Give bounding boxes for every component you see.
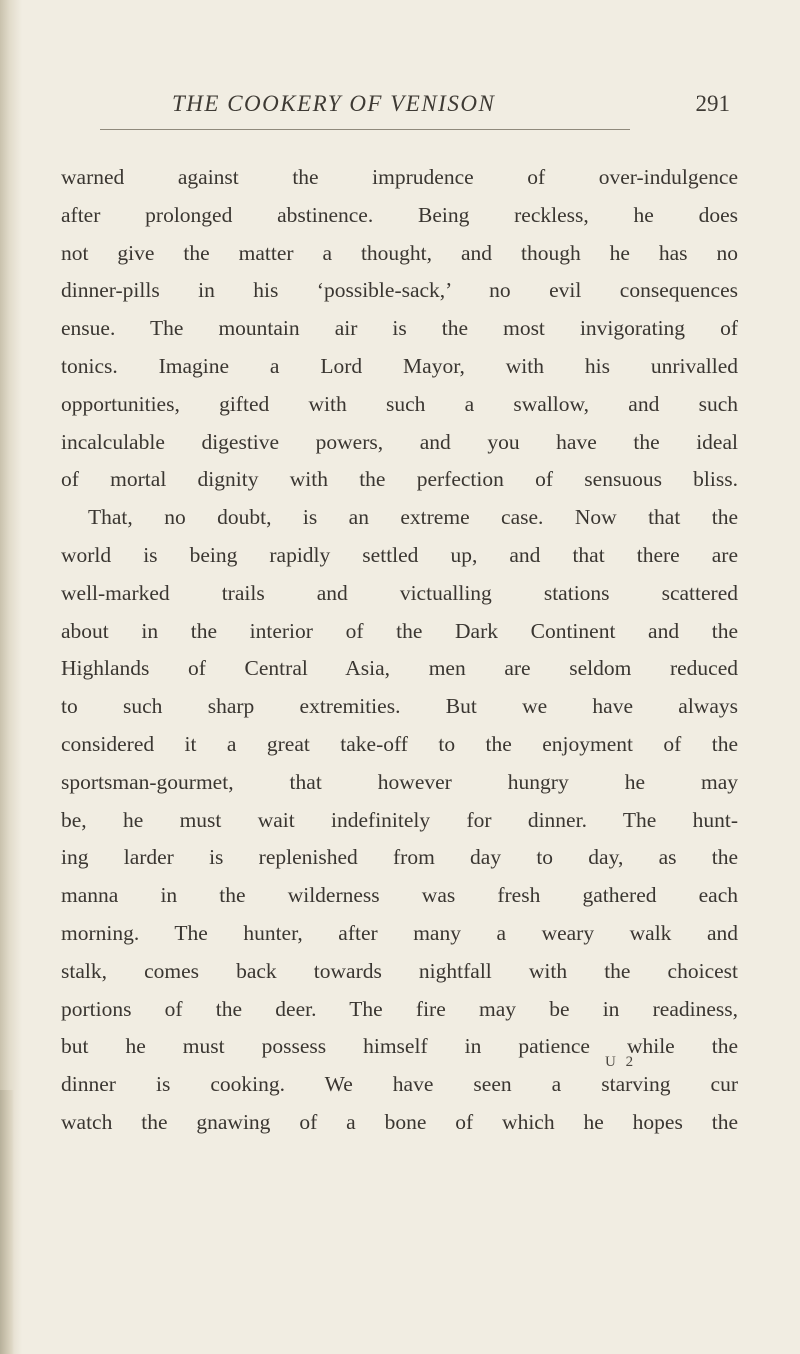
signature-mark: U 2 (605, 1054, 637, 1070)
text-line: be, he must wait indefinitely for dinner. The hunt- (61, 807, 738, 832)
text-line: of mortal dignity with the perfection of sensuous bliss. (61, 467, 738, 492)
running-head: THE COOKERY OF VENISON (172, 91, 496, 116)
text-line: watch the gnawing of a bone of which he hopes the (61, 1109, 738, 1134)
text-line: after prolonged abstinence. Being reckless, he does (61, 202, 738, 227)
text-line: not give the matter a thought, and though he has no (61, 240, 738, 265)
text-line: ing larder is replenished from day to day, as the (61, 845, 738, 870)
text-line: incalculable digestive powers, and you have the ideal (61, 429, 738, 454)
text-line: considered it a great take-off to the enjoyment of the (61, 731, 738, 756)
text-line: but he must possess himself in patience while the (61, 1034, 738, 1059)
page-number: 291 (695, 91, 730, 116)
binding-shadow (0, 1090, 14, 1354)
text-line: about in the interior of the Dark Continent and the (61, 618, 738, 643)
text-line: to such sharp extremities. But we have always (61, 694, 738, 719)
text-line: dinner-pills in his ‘possible-sack,’ no evil consequences (61, 278, 738, 303)
page-header (100, 91, 730, 121)
text-line: stalk, comes back towards nightfall with the choicest (61, 958, 738, 983)
text-line: ensue. The mountain air is the most invigorating of (61, 316, 738, 341)
text-line: warned against the imprudence of over-indulgence (61, 165, 738, 189)
text-line: That, no doubt, is an extreme case. Now that the (88, 505, 738, 530)
text-line: sportsman-gourmet, that however hungry he may (61, 769, 738, 794)
text-line: opportunities, gifted with such a swallow, and such (61, 391, 738, 416)
body-text (61, 159, 738, 1142)
text-line: tonics. Imagine a Lord Mayor, with his unrivalled (61, 353, 738, 378)
text-line: manna in the wilderness was fresh gathered each (61, 883, 738, 908)
text-line: dinner is cooking. We have seen a starving cur (61, 1072, 738, 1097)
text-line: well-marked trails and victualling stations scattered (61, 580, 738, 605)
text-line: portions of the deer. The fire may be in readiness, (61, 996, 738, 1021)
header-rule (100, 129, 630, 130)
text-line: morning. The hunter, after many a weary walk and (61, 920, 738, 945)
text-line: world is being rapidly settled up, and that there are (61, 542, 738, 567)
text-line: Highlands of Central Asia, men are seldom reduced (61, 656, 738, 681)
